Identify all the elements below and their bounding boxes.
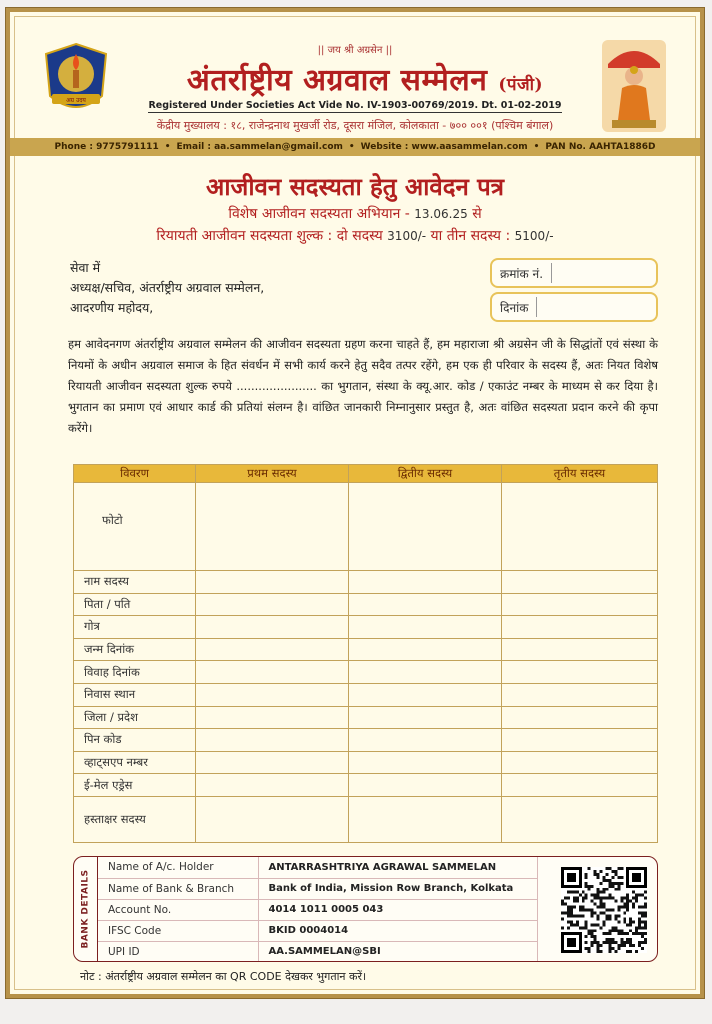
table-row [74, 638, 658, 661]
registration-line [10, 100, 700, 111]
holder-key: Name of A/c. Holder [98, 857, 258, 878]
table-row [74, 593, 658, 616]
bank-details-box [73, 856, 658, 962]
input-cell[interactable] [502, 751, 658, 774]
input-cell[interactable] [349, 751, 502, 774]
payment-note: नोट : अंतर्राष्ट्रीय अग्रवाल सम्मेलन का QR CODE देखकर भुगतान करें। [80, 970, 367, 983]
website-text: Website : www.aasammelan.com [360, 142, 528, 152]
bank-details-label [74, 857, 98, 961]
input-cell[interactable] [349, 774, 502, 797]
header-second-member: द्वितीय सदस्य [349, 465, 502, 483]
ifsc-value: BKID 0004014 [258, 920, 538, 941]
table-row [74, 729, 658, 752]
input-cell[interactable] [196, 706, 349, 729]
row-label-signature: हस्ताक्षर सदस्य [74, 796, 196, 842]
input-cell[interactable] [349, 661, 502, 684]
form-title: आजीवन सदस्यता हेतु आवेदन पत्र [206, 173, 504, 201]
address-block [70, 258, 264, 318]
header-third-member: तृतीय सदस्य [502, 465, 658, 483]
bank-row [98, 878, 538, 899]
table-row [74, 571, 658, 594]
input-cell[interactable] [502, 661, 658, 684]
org-name-text: अंतर्राष्ट्रीय अग्रवाल सम्मेलन [186, 63, 488, 98]
table-row [74, 796, 658, 842]
logo-text: अग्र उदय [66, 97, 86, 104]
input-cell[interactable] [502, 683, 658, 706]
organization-name [140, 58, 590, 99]
application-form-sheet [6, 8, 704, 998]
separator-dot: • [348, 142, 355, 152]
address-line-3: आदरणीय महोदय, [70, 300, 154, 315]
bank-row [98, 920, 538, 941]
input-cell[interactable] [196, 593, 349, 616]
input-cell[interactable] [196, 638, 349, 661]
bank-row [98, 899, 538, 920]
declaration-paragraph: हम आवेदनगण अंतर्राष्ट्रीय अग्रवाल सम्मेलन की आजीवन सदस्यता ग्रहण करना चाहते हैं, हम महाराजा श्री अग्रसेन जी के सिद्धांतों एवं संस्था के नियमों के अधीन अग्रवाल समाज के हित संवर्धन में सभी कार्य करने हेतु सदैव तत्पर रहेंगे, हम एक ही परिवार के सदस्य हैं, अतः नियत विशेष रियायती आजीवन सदस्यता शुल्क रुपये ...................... का भुगतान, संस्था के क्यू.आर. कोड / एकाउंट नम्बर के माध्यम से कर दिया है। भुगतान का प्रमाण एवं आधार कार्ड की प्रतियां संलग्न है। वांछित जानकारी निम्नानुसार प्रस्तुत है, अतः वांछित सदस्यता प्रदान करने की कृपा करेंगे। [68, 337, 658, 435]
table-row [74, 661, 658, 684]
account-key: Account No. [98, 899, 258, 920]
fee-text: रियायती आजीवन सदस्यता शुल्क : दो सदस्य [156, 228, 383, 244]
input-cell[interactable] [196, 571, 349, 594]
input-cell[interactable] [502, 571, 658, 594]
fee-mid-text: या तीन सदस्य : [430, 228, 511, 244]
input-cell[interactable] [502, 593, 658, 616]
separator-dot: • [533, 142, 540, 152]
campaign-text: विशेष आजीवन सदस्यता अभियान - [228, 206, 410, 222]
branch-key: Name of Bank & Branch [98, 878, 258, 899]
input-cell[interactable] [502, 774, 658, 797]
signature-cell[interactable] [196, 796, 349, 842]
row-label: जिला / प्रदेश [74, 706, 196, 729]
ifsc-key: IFSC Code [98, 920, 258, 941]
row-label: विवाह दिनांक [74, 661, 196, 684]
input-cell[interactable] [349, 571, 502, 594]
fee-line [10, 226, 700, 245]
input-cell[interactable] [196, 683, 349, 706]
row-label: पिता / पति [74, 593, 196, 616]
input-cell[interactable] [196, 751, 349, 774]
input-cell[interactable] [502, 706, 658, 729]
table-header-row [74, 465, 658, 483]
row-label-photo: फोटो [74, 483, 196, 571]
table-row [74, 774, 658, 797]
signature-cell[interactable] [349, 796, 502, 842]
campaign-date: 13.06.25 [414, 207, 468, 221]
row-label: ई-मेल एड्रेस [74, 774, 196, 797]
input-cell[interactable] [349, 706, 502, 729]
upi-value: AA.SAMMELAN@SBI [258, 941, 538, 962]
row-label: निवास स्थान [74, 683, 196, 706]
serial-label: क्रमांक नं. [500, 266, 544, 281]
table-row [74, 683, 658, 706]
table-row [74, 751, 658, 774]
signature-cell[interactable] [502, 796, 658, 842]
date-field[interactable] [490, 292, 658, 322]
qr-code-icon[interactable] [561, 867, 647, 953]
row-label: पिन कोड [74, 729, 196, 752]
header-description: विवरण [74, 465, 196, 483]
row-label: गोत्र [74, 616, 196, 639]
photo-cell[interactable] [196, 483, 349, 571]
date-label: दिनांक [500, 300, 529, 315]
input-cell[interactable] [196, 774, 349, 797]
row-label: नाम सदस्य [74, 571, 196, 594]
table-row [74, 483, 658, 571]
row-label: जन्म दिनांक [74, 638, 196, 661]
member-details-table [73, 464, 658, 843]
headquarters-address: केंद्रीय मुख्यालय : १८, राजेन्द्रनाथ मुखर्जी रोड, दूसरा मंजिल, कोलकाता - ७०० ००१ (पश्चिम बंगाल) [156, 119, 554, 132]
table-row [74, 616, 658, 639]
input-cell[interactable] [196, 616, 349, 639]
bank-details-table [98, 857, 538, 962]
input-cell[interactable] [349, 638, 502, 661]
table-row [74, 706, 658, 729]
contact-bar [10, 138, 700, 156]
bank-row [98, 941, 538, 962]
input-cell[interactable] [502, 616, 658, 639]
registration-text: Registered Under Societies Act Vide No. IV-1903-00769/2019. Dt. 01-02-2019 [148, 100, 562, 111]
holder-value: ANTARRASHTRIYA AGRAWAL SAMMELAN [258, 857, 538, 878]
input-cell[interactable] [349, 593, 502, 616]
separator-dot: • [164, 142, 171, 152]
input-cell[interactable] [502, 729, 658, 752]
input-cell[interactable] [349, 729, 502, 752]
email-text: Email : aa.sammelan@gmail.com [176, 142, 343, 152]
account-value: 4014 1011 0005 043 [258, 899, 538, 920]
input-cell[interactable] [349, 616, 502, 639]
bank-label-text: BANK DETAILS [80, 869, 91, 949]
fee-two-members: 3100/- [387, 229, 427, 243]
input-cell[interactable] [349, 683, 502, 706]
jai-shri-agrasen: || जय श्री अग्रसेन || [317, 45, 393, 56]
address-line-2: अध्यक्ष/सचिव, अंतर्राष्ट्रीय अग्रवाल सम्मेलन, [70, 280, 265, 295]
org-suffix: (पंजी) [498, 75, 544, 95]
input-cell[interactable] [502, 638, 658, 661]
upi-key: UPI ID [98, 941, 258, 962]
branch-value: Bank of India, Mission Row Branch, Kolkata [258, 878, 538, 899]
input-cell[interactable] [196, 661, 349, 684]
campaign-end: से [472, 206, 482, 222]
photo-cell[interactable] [502, 483, 658, 571]
bank-row [98, 857, 538, 878]
pan-text: PAN No. AAHTA1886D [545, 142, 656, 152]
photo-cell[interactable] [349, 483, 502, 571]
row-label: व्हाट्सएप नम्बर [74, 751, 196, 774]
input-cell[interactable] [196, 729, 349, 752]
header-first-member: प्रथम सदस्य [196, 465, 349, 483]
address-line-1: सेवा में [70, 260, 101, 275]
fee-three-members: 5100/- [514, 229, 554, 243]
phone-text: Phone : 9775791111 [54, 142, 159, 152]
campaign-line [10, 204, 700, 223]
serial-number-field[interactable] [490, 258, 658, 288]
